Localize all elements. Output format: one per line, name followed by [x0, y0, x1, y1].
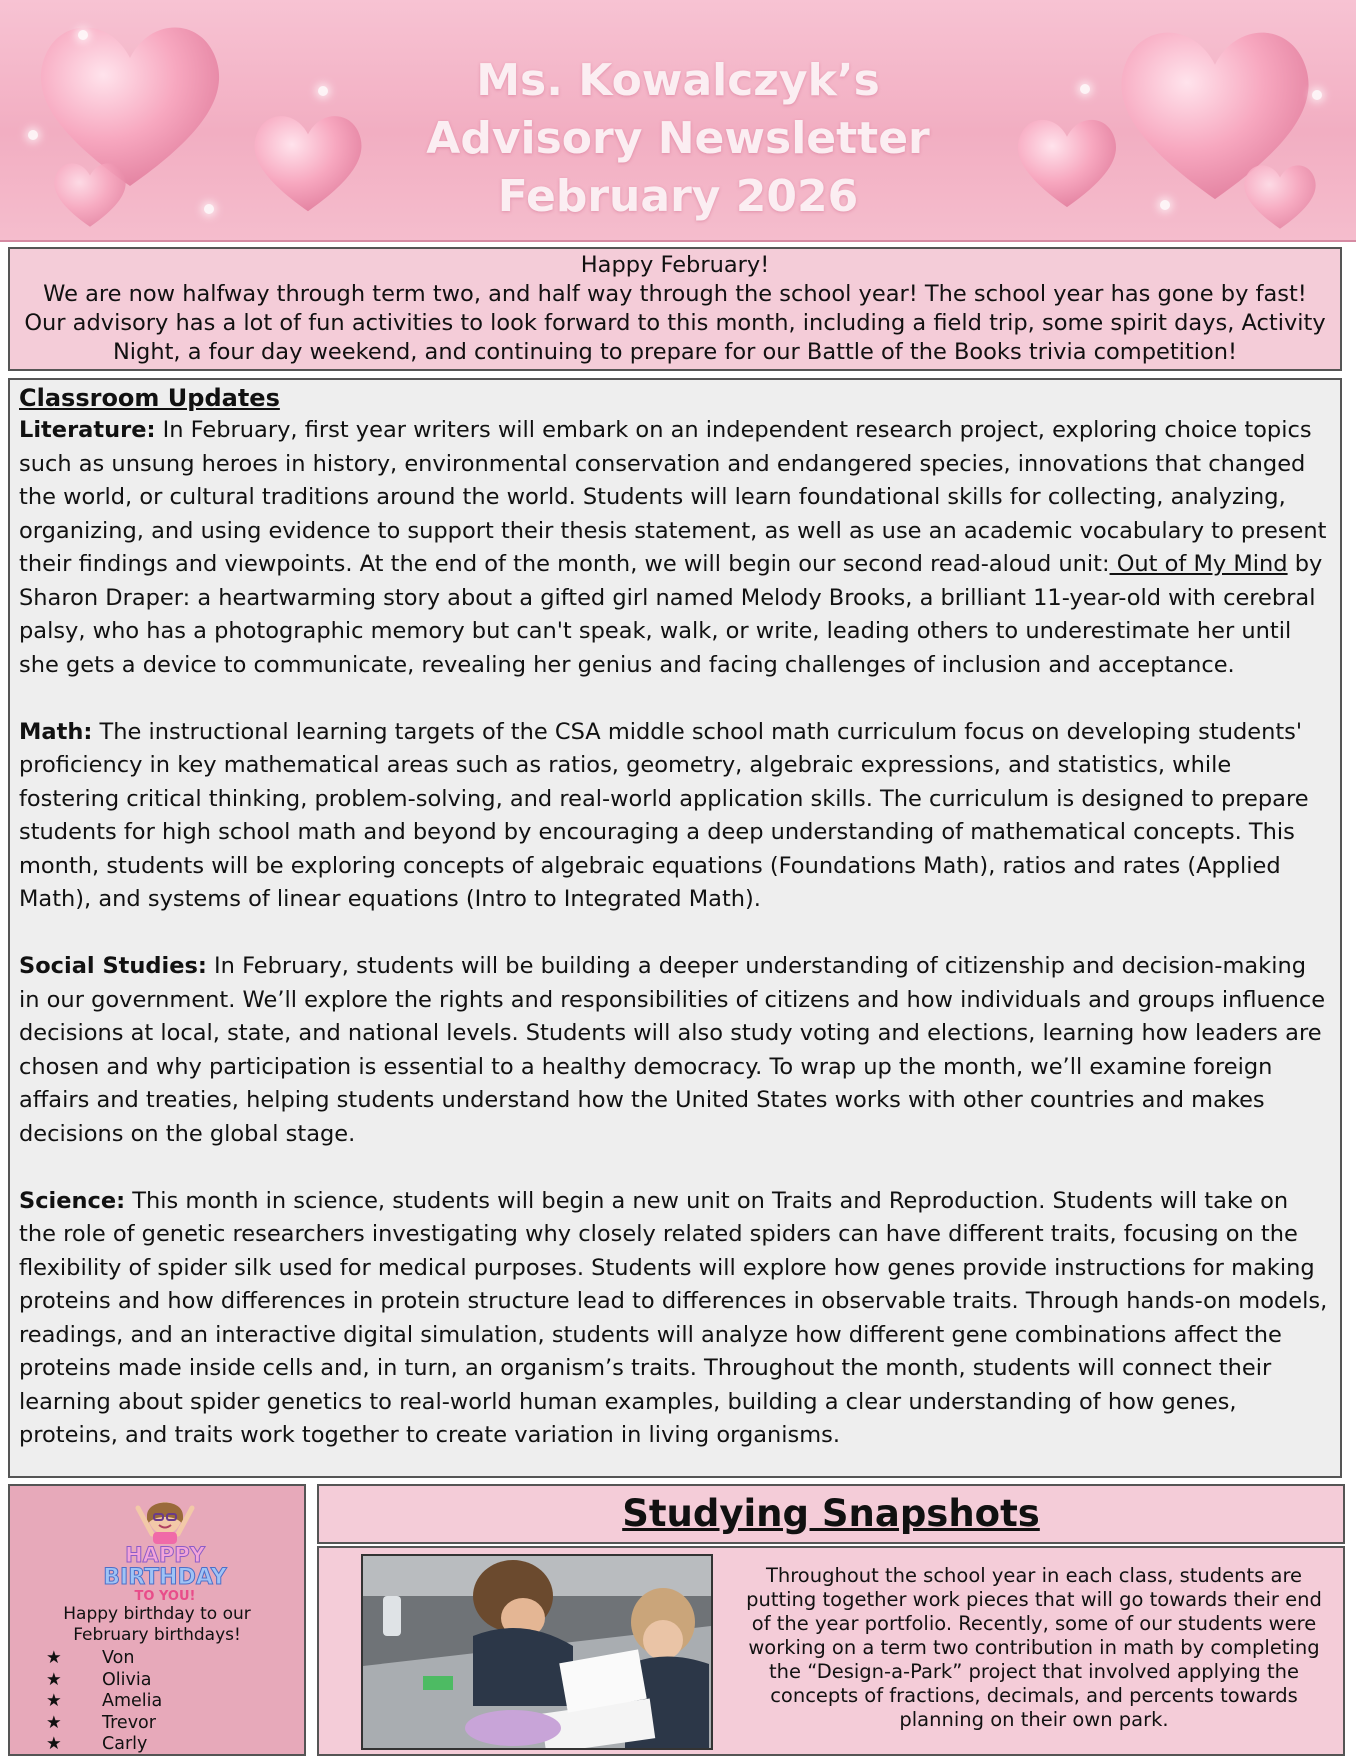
- paragraph-text: In February, students will be building a deeper understanding of citizenship and decision-making in our government. We’ll explore the rights and responsibilities of citizens and how individuals and groups influence decisions at local, state, and national levels. Students will also study voting and elections, learning how leaders are chosen and why participation is essential to a healthy democracy. To wrap up the month, we’ll examine foreign affairs and treaties, helping students understand how the United States works with other countries and makes decisions on the global stage.: [19, 953, 1326, 1147]
- star-icon: ★: [46, 1734, 62, 1754]
- sparkle-icon: [78, 30, 88, 40]
- newsletter-title: [0, 52, 1356, 226]
- list-item: [46, 1691, 162, 1713]
- birthday-message: Happy birthday to our February birthdays!: [63, 1604, 251, 1645]
- birthday-graphic-text: BIRTHDAY: [103, 1565, 227, 1590]
- star-icon: ★: [46, 1712, 62, 1733]
- birthday-name: Trevor: [102, 1712, 156, 1733]
- snapshots-box: [317, 1546, 1345, 1756]
- birthday-list: [46, 1648, 162, 1756]
- literature-paragraph: [19, 414, 1328, 682]
- paragraph-text: In February, first year writers will embark on an independent research project, exploring choice topics such as unsung heroes in history, environmental conservation and endangered species, innovations that changed the world, or cultural traditions around the world. Students will learn foundational skills for collecting, analyzing, organizing, and using evidence to support their thesis statement, as well as use an academic vocabulary to present their findings and viewpoints. At the end of the month, we will begin our second read-aloud unit:: [19, 417, 1327, 577]
- birthday-graphic: [90, 1492, 240, 1604]
- classroom-photo: [361, 1554, 713, 1750]
- intro-line: We are now halfway through term two, and half way through the school year! The school year has gone by fast!: [43, 281, 1307, 307]
- classroom-photo-illustration: [363, 1556, 711, 1748]
- star-icon: ★: [46, 1648, 62, 1668]
- section-heading: Classroom Updates: [19, 384, 280, 412]
- paragraph-text: by Sharon Draper: a heartwarming story about a gifted girl named Melody Brooks, a brilliant 11-year-old with cerebral palsy, who has a photographic memory but can't speak, walk, or write, leading others to underestimate her until she gets a device to communicate, revealing her genius and facing challenges of inclusion and acceptance.: [19, 551, 1323, 678]
- birthday-name: Carly: [102, 1734, 148, 1754]
- intro-greeting: Happy February!: [580, 252, 770, 278]
- paragraph-text: This month in science, students will begin a new unit on Traits and Reproduction. Students will take on the role of genetic researchers investigating why closely related spiders can have different traits, focusing on the flexibility of spider silk used for medical purposes. Students will explore how genes provide instructions for making proteins and how differences in protein structure lead to differences in observable traits. Through hands-on models, readings, and an interactive digital simulation, students will analyze how different gene combinations affect the proteins made inside cells and, in turn, an organism’s traits. Throughout the month, students will connect their learning about spider genetics to real-world human examples, building a clear understanding of how genes, proteins, and traits work together to create variation in living organisms.: [19, 1187, 1328, 1448]
- classroom-updates: [8, 378, 1342, 1478]
- intro-line: Our advisory has a lot of fun activities to look forward to this month, including a field trip, some spirit days, Activity: [24, 310, 1326, 336]
- science-paragraph: [19, 1185, 1328, 1453]
- math-paragraph: [19, 716, 1328, 917]
- book-title: Out of My Mind: [1109, 551, 1288, 577]
- title-line: Ms. Kowalczyk’s: [476, 55, 880, 106]
- snapshots-text: Throughout the school year in each class, students are putting together work pieces that will go towards their end of the year portfolio. Recently, some of our students were working on a term two contribution in math by completing the “Design-a-Park” project that involved applying the concepts of fractions, decimals, and percents towards planning on their own park.: [746, 1564, 1322, 1731]
- header-banner: [0, 0, 1356, 242]
- intro-box: [8, 247, 1342, 371]
- subject-label: Math:: [19, 718, 93, 745]
- snapshots-heading: Studying Snapshots: [622, 1492, 1040, 1535]
- birthday-box: [8, 1484, 306, 1756]
- title-line: February 2026: [497, 171, 859, 222]
- birthday-name: Olivia: [102, 1669, 152, 1690]
- birthday-graphic-text: TO YOU!: [134, 1589, 196, 1604]
- star-icon: ★: [46, 1669, 62, 1690]
- birthday-name: Amelia: [102, 1691, 163, 1711]
- star-icon: ★: [46, 1691, 62, 1711]
- list-item: [46, 1713, 162, 1735]
- snapshots-header: [317, 1484, 1345, 1544]
- subject-label: Literature:: [19, 417, 156, 443]
- birthday-graphic-text: HAPPY: [125, 1543, 205, 1567]
- subject-label: Social Studies:: [19, 953, 207, 979]
- birthday-name: Von: [102, 1648, 135, 1668]
- paragraph-text: The instructional learning targets of the CSA middle school math curriculum focus on developing students' proficiency in key mathematical areas such as ratios, geometry, algebraic expressions, and statistics, while fostering critical thinking, problem-solving, and real-world application skills. The curriculum is designed to prepare students for high school math and beyond by encouraging a deep understanding of mathematical concepts. This month, students will be exploring concepts of algebraic equations (Foundations Math), ratios and rates (Applied Math), and systems of linear equations (Intro to Integrated Math).: [19, 718, 1309, 912]
- intro-line: Night, a four day weekend, and continuing to prepare for our Battle of the Books trivia competition!: [112, 339, 1238, 365]
- list-item: [46, 1670, 162, 1692]
- list-item: [46, 1734, 162, 1756]
- subject-label: Science:: [19, 1187, 126, 1214]
- social-studies-paragraph: [19, 950, 1328, 1151]
- title-line: Advisory Newsletter: [426, 113, 930, 164]
- list-item: [46, 1648, 162, 1670]
